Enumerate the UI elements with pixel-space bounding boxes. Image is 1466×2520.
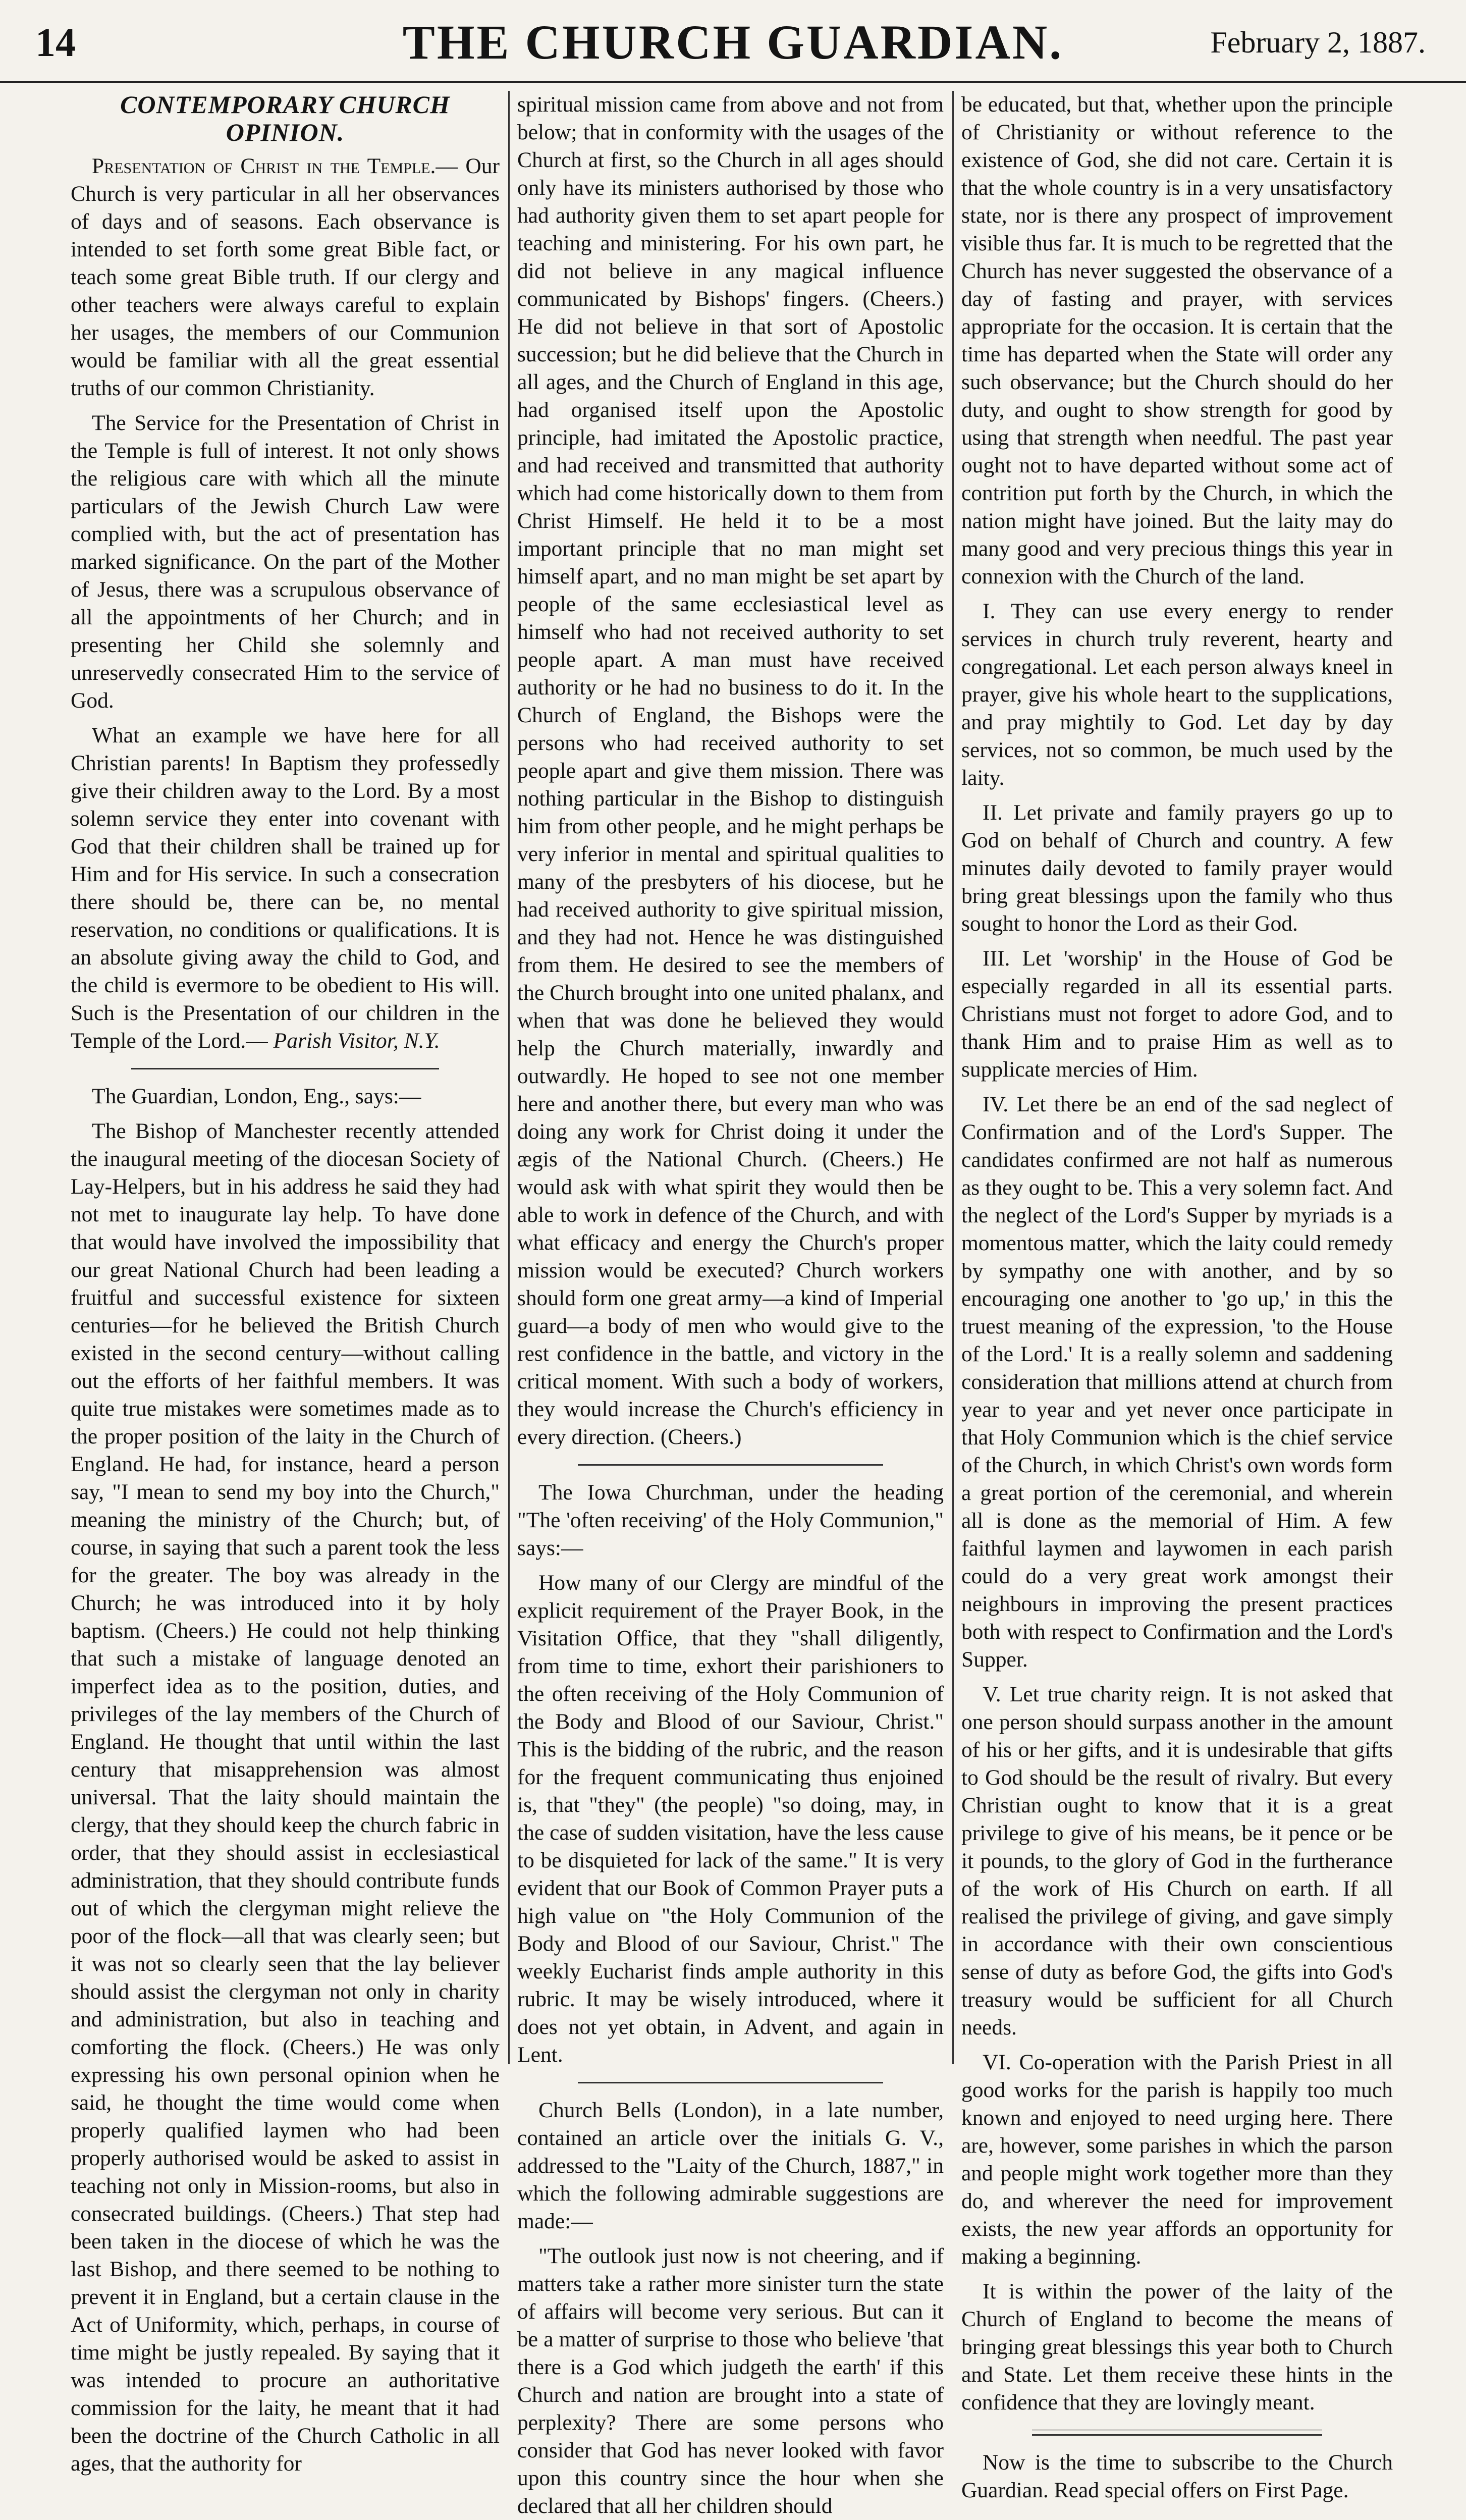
paper-title: THE CHURCH GUARDIAN. [402, 15, 1064, 69]
masthead [0, 0, 1466, 83]
article-paragraph [71, 152, 500, 402]
article-intro: Church Bells (London), in a late number, contained an article over the initials G. V., addressed to the "Laity of the Church, 1887," in which the following admirable suggestions are made:— [517, 2098, 944, 2233]
article-paragraph: I. They can use every energy to render services in church truly reverent, hearty and congregational. Let each person always kneel in prayer, give his whole heart to the supplications, and pray mightily to God. Let day by day services, not so common, be much used by the laity. [961, 599, 1393, 790]
article-paragraph: III. Let 'worship' in the House of God be especially regarded in all its essential parts. Christians must not forget to adore God, and to thank Him and to praise Him as well as to supplicate mercies of Him. [961, 946, 1393, 1082]
issue-date: February 2, 1887. [1210, 26, 1426, 59]
article-paragraph: How many of our Clergy are mindful of the explicit requirement of the Prayer Book, in the Visitation Office, that they "shall diligently, from time to time, exhort their parishioners to the often receiving of the Holy Communion of the Body and Blood of our Saviour, Christ." This is the bidding of the rubric, and the reason for the frequent communicating thus enjoined is, that "they" (the people) "so doing, may, in the case of sudden visitation, have the less cause to be disquieted for lack of the same." It is very evident that our Book of Common Prayer puts a high value on "the Holy Communion of the Body and Blood of our Saviour, Christ." The weekly Eucharist finds ample authority in this rubric. It may be wisely introduced, where it does not yet obtain, in Advent, and again in Lent. [517, 1571, 944, 2067]
article-paragraph: IV. Let there be an end of the sad neglect of Confirmation and of the Lord's Supper. The candidates confirmed are not half as numerous as they ought to be. This a very solemn fact. And the neglect of the Lord's Supper by myriads is a momentous matter, which the laity could remedy by sympathy one with another, and by so encouraging one another to 'go up,' in this the truest meaning of the expression, 'to the House of the Lord.' It is a really solemn and saddening consideration that millions attend at church from year to year and yet never once participate in that Holy Communion which is the chief service of the Church, in which Christ's own words form a great portion of the ceremonial, and wherein all is done as the memorial of Him. A few faithful laymen and laywomen in each parish could do a very great work amongst their neighbours in improving the present practices both with respect to Confirmation and the Lord's Supper. [961, 1092, 1393, 1672]
article-text: Our Church is very particular in all her observances of days and of seasons. Each observance is intended to set forth some great Bible fact, or teach some great Bible truth. If our clergy and other teachers were always careful to explain her usages, the members of our Communion would be familiar with all the great essential truths of our common Christianity. [71, 154, 500, 400]
separator [1032, 2430, 1322, 2436]
article-text: What an example we have here for all Christian parents! In Baptism they professedly give their children away to the Lord. By a most solemn service they enter into covenant with God that their children shall be trained up for Him and for His service. In such a consecration there should be, there can be, no mental reservation, no conditions or qualifications. It is an absolute giving away the child to God, and the child is evermore to be obedient to His will. Such is the Presentation of our children in the Temple of the Lord.— [71, 723, 500, 1053]
article-paragraph: spiritual mission came from above and not from below; that in conformity with the usages of the Church at first, so the Church in all ages should only have its ministers authorised by those who had authority given them to set apart people for teaching and ministering. For his own part, he did not believe in any magical influence communicated by Bishops' fingers. (Cheers.) He did not believe in that sort of Apostolic succession; but he did believe that the Church in all ages, and the Church of England in this age, had organised itself upon the Apostolic principle, had imitated the Apostolic practice, and had received and transmitted that authority which had come historically down to them from Christ Himself. He held it to be a most important principle that no man might set himself apart, and no man might be set apart by people of the same ecclesiastical level as himself who had not received authority to set people apart. A man must have received authority or he had no business to do it. In the Church of England, the Bishops were the persons who had received authority to set people apart and give them mission. There was nothing particular in the Bishop to distinguish him from other people, and he might perhaps be very inferior in mental and spiritual qualities to many of the presbyters of his diocese, but he had received authority to give spiritual mission, and they had not. Hence he was distinguished from them. He desired to see the members of the Church brought into one united phalanx, and when that was done he believed they would help the Church materially, inwardly and outwardly. He hoped to see not one member here and another there, but every man who was doing any work for Christ doing it under the ægis of the National Church. (Cheers.) He would ask with what spirit they would then be able to work in defence of the Church, and with what efficacy and energy the Church's proper mission would be executed? Church workers should form one great army—a kind of Imperial guard—a body of men who would give to the rest confidence in the battle, and victory in the critical moment. With such a body of workers, they would increase the Church's efficiency in every direction. (Cheers.) [517, 92, 944, 1449]
column-1 [71, 90, 500, 2476]
article-lead: Presentation of Christ in the Temple.— [92, 154, 458, 178]
article-paragraph: II. Let private and family prayers go up to God on behalf of Church and country. A few minutes daily devoted to family prayer would bring great blessings upon the family who thus sought to honor the Lord as their God. [961, 800, 1393, 936]
article-paragraph: be educated, but that, whether upon the principle of Christianity or without reference to the existence of God, she did not care. Certain it is that the whole country is in a very unsatisfactory state, nor is there any prospect of improvement visible thus far. It is much to be regretted that the Church has never suggested the observance of a day of fasting and prayer, with services appropriate for the occasion. It is certain that the time has departed when the State will order any such observance; but the Church should do her duty, and ought to show strength for good by using that strength when needful. The past year ought not to have departed without some act of contrition put forth by the Church, in which the nation might have joined. But the laity may do many good and very precious things this year in connexion with the Church of the land. [961, 92, 1393, 588]
separator [131, 1068, 439, 1069]
column-3 [961, 91, 1393, 2502]
article-paragraph: "The outlook just now is not cheering, and if matters take a rather more sinister turn the state of affairs will become very serious. But can it be a matter of surprise to those who believe 'that there is a God which judgeth the earth' if this Church and nation are brought into a state of perplexity? There are some persons who consider that God has never looked with favor upon this country since the hour when she declared that all her children should [517, 2244, 944, 2518]
column-rule-1 [508, 91, 510, 2064]
article-paragraph [71, 722, 500, 1055]
separator [578, 2082, 883, 2083]
subscription-notice: Now is the time to subscribe to the Church Guardian. Read special offers on First Page. [961, 2450, 1393, 2502]
article-paragraph: VI. Co-operation with the Parish Priest in all good works for the parish is happily too much known and enjoyed to need urging here. There are, however, some parishes in which the parson and people might work together more than they do, and wherever the need for improvement exists, the new year affords an opportunity for making a beginning. [961, 2050, 1393, 2269]
column-2 [517, 91, 944, 2518]
page-number: 14 [35, 21, 76, 65]
column-rule-2 [952, 91, 954, 2064]
article-intro: The Iowa Churchman, under the heading "The 'often receiving' of the Holy Communion," says:— [517, 1480, 944, 1560]
separator [578, 1464, 883, 1466]
article-paragraph: The Bishop of Manchester recently attended the inaugural meeting of the diocesan Society of Lay-Helpers, but in his address he said they had not met to inaugurate lay help. To have done that would have involved the impossibility that our great National Church had been leading a fruitful and successful existence for sixteen centuries—for he believed the British Church existed in the second century—without calling out the efforts of her faithful members. It was quite true mistakes were sometimes made as to the proper position of the laity in the Church of England. He had, for instance, heard a person say, "I mean to send my boy into the Church," meaning the ministry of the Church; but, of course, in saying that such a parent took the less for the greater. The boy was already in the Church; he was introduced into it by holy baptism. (Cheers.) He could not help thinking that such a mistake of language denoted an imperfect idea as to the position, duties, and privileges of the lay members of the Church of England. He thought that until within the last century that misapprehension was almost universal. That the laity should maintain the clergy, that they should keep the church fabric in order, that they should assist in ecclesiastical administration, that they should contribute funds out of which the clergyman might relieve the poor of the flock—all that was clearly seen; but it was not so clearly seen that the lay believer should assist the clergyman not only in charity and administration, but also in teaching and comforting the flock. (Cheers.) He was only expressing his own personal opinion when he said, he thought the time would come when properly qualified laymen who had been properly authorised would be asked to assist in teaching not only in Mission-rooms, but also in consecrated buildings. (Cheers.) That step had been taken in the diocese of which he was the last Bishop, and there seemed to be nothing to prevent it in England, but a certain clause in the Act of Uniformity, which, perhaps, in course of time might be justly repealed. By saying that it was intended to procure an authoritative commission for the laity, he meant that it had been the doctrine of the Church Catholic in all ages, that the authority for [71, 1119, 500, 2476]
article-intro: The Guardian, London, Eng., says:— [92, 1084, 421, 1108]
article-paragraph: V. Let true charity reign. It is not asked that one person should surpass another in the amount of his or her gifts, and it is undesirable that gifts to God should be the result of rivalry. But every Christian ought to know that it is a great privilege to give of his means, be it pence or be it pounds, to the glory of God in the furtherance of the work of His Church on earth. If all realised the privilege of giving, and gave simply in accordance with their own conscientious sense of duty as before God, the gifts into God's treasury would be sufficient for all Church needs. [961, 1682, 1393, 2040]
article-paragraph: The Service for the Presentation of Christ in the Temple is full of interest. It not only shows the religious care with which all the minute particulars of the Jewish Church Law were complied with, but the act of presentation has marked significance. On the part of the Mother of Jesus, there was a scrupulous observance of all the appointments of her Church; and in presenting her Child she solemnly and unreservedly consecrated Him to the service of God. [71, 411, 500, 713]
section-heading: CONTEMPORARY CHURCH OPINION. [120, 90, 450, 146]
article-source: Parish Visitor, N.Y. [273, 1029, 440, 1053]
article-paragraph: It is within the power of the laity of the Church of England to become the means of bringing great blessings this year both to Church and State. Let them receive these hints in the confidence that they are lovingly meant. [961, 2279, 1393, 2415]
